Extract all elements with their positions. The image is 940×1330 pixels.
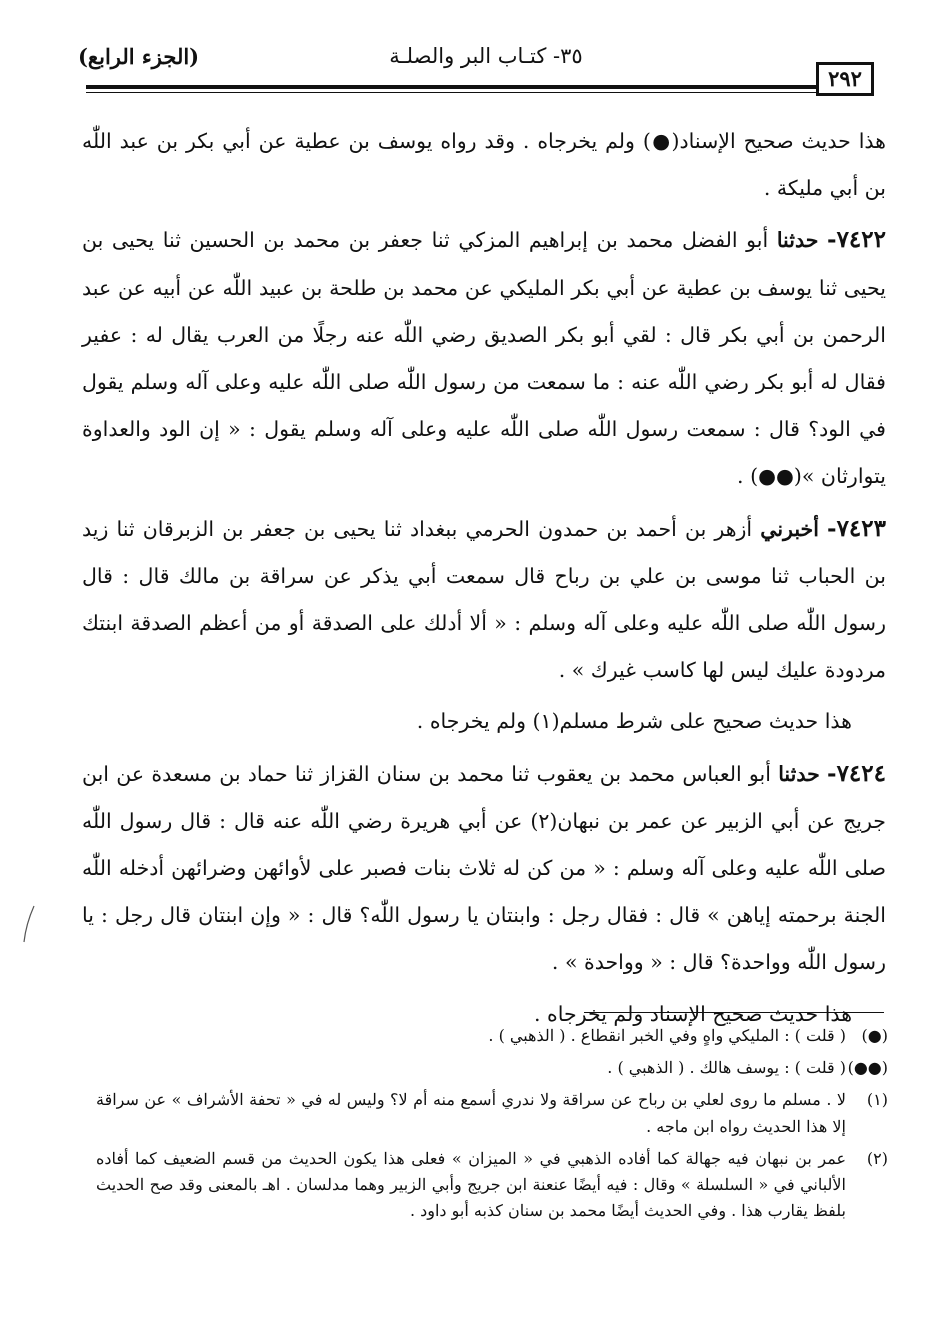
hadith-number: ٧٤٢٢- <box>827 226 886 254</box>
paragraph-intro: هذا حديث صحيح الإسناد(●) ولم يخرجاه . وقد رواه يوسف بن عطية عن أبي بكر بن عبد اللّٰه بن أبي مليكة . <box>82 129 886 201</box>
footnote-text: عمر بن نبهان فيه جهالة كما أفاده الذهبي في « الميزان » فعلى هذا يكون الحديث من قسم الضعيف كما أفاده الألباني في « السلسلة » وقال : فيه أيضًا عنعنة ابن جريج وأبي الزبير وهما مدلسان . اهـ بالمعنى وقد صح الحديث بلفظ يقارب هذا . وفي الحديث أيضًا محمد بن سنان كذبه أبو داود . <box>96 1148 847 1221</box>
chapter-title: ٣٥- كتـاب البر والصلـة <box>389 44 583 68</box>
hadith-number: ٧٤٢٣- <box>827 514 886 542</box>
footnote-text: ( قلت ) : المليكي واهٍ وفي الخبر انقطاع . ( الذهبي ) . <box>488 1026 846 1045</box>
page-header <box>76 40 888 96</box>
hadith-text: أبو العباس محمد بن يعقوب ثنا محمد بن سنان القزاز ثنا حماد بن مسعدة عن ابن جريج عن أبي الزبير عن عمر بن نبهان(٢) عن أبي هريرة رضي اللّٰه عنه قال : قال رسول اللّٰه صلى اللّٰه عليه وعلى آله وسلم : « من كن له ثلاث بنات فصبر على لأوائهن وضرائهن أدخله اللّٰه الجنة برحمته إياهن » قال : فقال رجل : وابنتان يا رسول اللّٰه؟ قال : « وإن ابنتان قال رجل : يا رسول اللّٰه وواحدة؟ قال : « وواحدة » . <box>82 761 886 975</box>
hadith-lead: حدثنا <box>776 228 819 253</box>
footnote-text: لا . مسلم ما روى لعلي بن رباح عن سراقة ولا ندري أسمع منه أم لا؟ وليس له في « تحفة الأشراف » عن سراقة إلا هذا الحديث رواه ابن ماجه . <box>96 1090 846 1136</box>
hadith-7422 <box>82 216 886 500</box>
hadith-lead: حدثنا <box>778 761 820 786</box>
hadith-text: أزهر بن أحمد بن حمدون الحرمي ببغداد ثنا يحيى بن جعفر بن الزبرقان ثنا زيد بن الحباب ثنا موسى بن علي بن رباح قال سمعت أبي يذكر عن سراقة بن مالك قال : قال رسول اللّٰه صلى اللّٰه عليه وعلى آله وسلم : « ألا أدلك على الصدقة أو من أعظم الصدقة ابنتك مردودة عليك ليس لها كاسب غيرك » . <box>82 516 886 683</box>
header-rule-thick <box>86 85 818 89</box>
margin-mark-icon <box>20 904 38 944</box>
footnote <box>96 1055 888 1081</box>
authenticity-remark-7423: هذا حديث صحيح على شرط مسلم(١) ولم يخرجاه . <box>416 709 852 734</box>
hadith-7424 <box>82 750 886 987</box>
header-rule-thin <box>86 92 818 93</box>
page-number: ٢٩٢ <box>816 62 874 96</box>
footnote-marker: (●●) <box>847 1058 888 1078</box>
footnote <box>96 1146 888 1225</box>
footnote <box>96 1087 888 1139</box>
main-text <box>82 118 886 1042</box>
volume-label: (الجزء الرابع) <box>78 44 200 69</box>
footnote <box>96 1023 888 1049</box>
hadith-text: أبو الفضل محمد بن إبراهيم المزكي ثنا جعفر بن محمد بن الحسين ثنا يحيى بن يحيى ثنا يوسف بن عطية عن أبي بكر المليكي عن محمد بن طلحة بن عبيد اللّٰه عن أبيه عن عبد الرحمن بن أبي بكر قال : لقي أبو بكر الصديق رضي اللّٰه عنه رجلًا من العرب يقال له : عفير فقال له أبو بكر رضي اللّٰه عنه : ما سمعت من رسول اللّٰه صلى اللّٰه عليه وعلى آله وسلم يقول في الود؟ قال : سمعت رسول اللّٰه صلى اللّٰه عليه وعلى آله وسلم يقول : « إن الود والعداوة يتوارثان »(●●) . <box>82 228 886 489</box>
hadith-number: ٧٤٢٤- <box>827 759 886 787</box>
authenticity-remark-7424: هذا حديث صحيح الإسناد ولم يخرجاه . <box>533 1001 852 1026</box>
footnotes <box>96 1023 888 1230</box>
hadith-7423 <box>82 505 886 695</box>
hadith-lead: أخبرني <box>760 516 819 541</box>
footnote-marker: (٢) <box>866 1148 888 1168</box>
footnote-text: ( قلت ) : يوسف هالك . ( الذهبي ) . <box>607 1058 846 1078</box>
footnote-separator <box>584 1012 884 1013</box>
footnote-marker: (●) <box>861 1026 888 1045</box>
footnote-marker: (١) <box>866 1090 888 1110</box>
